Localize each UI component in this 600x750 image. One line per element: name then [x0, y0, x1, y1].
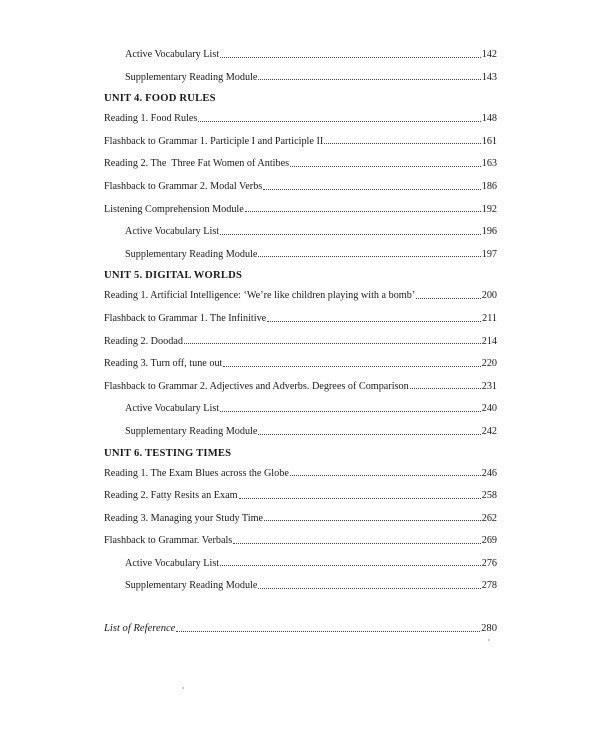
toc-entry — [104, 485, 497, 508]
dot-leader — [198, 120, 480, 122]
toc-entry — [104, 398, 497, 421]
toc-entry — [104, 153, 497, 176]
dot-leader — [258, 255, 480, 257]
toc-entry — [104, 353, 497, 376]
toc-entry-title: Flashback to Grammar 1. The Infinitive — [104, 312, 267, 324]
toc-entry-page: 196 — [481, 226, 497, 238]
dot-leader — [410, 387, 481, 389]
toc-entry-title: Reading 2. Fatty Resits an Exam — [104, 490, 238, 502]
toc-entry-page: 278 — [481, 580, 497, 592]
toc-entry-title: Supplementary Reading Module — [125, 248, 258, 260]
toc-entry-reference — [104, 618, 497, 641]
toc-entry-page: 143 — [481, 71, 497, 83]
toc-entry — [104, 108, 497, 131]
toc-entry — [104, 575, 497, 598]
dot-leader — [239, 497, 481, 499]
dot-leader — [220, 233, 481, 235]
toc-entry-page: 269 — [481, 535, 497, 547]
toc-entry-title: Active Vocabulary List — [125, 403, 220, 415]
toc-entry-page: 211 — [482, 312, 497, 324]
toc-entry-title: Reading 1. The Exam Blues across the Globe — [104, 467, 289, 479]
unit-section — [104, 89, 497, 266]
toc-entry-title: Active Vocabulary List — [125, 49, 220, 60]
toc-entry — [104, 508, 497, 531]
dot-leader — [220, 56, 481, 58]
toc-entry — [104, 376, 497, 399]
toc-entry-title: Reading 3. Turn off, tune out — [104, 358, 223, 370]
toc-entry — [104, 176, 497, 199]
dot-leader — [233, 542, 480, 544]
toc-entry-title: Listening Comprehension Module — [104, 203, 244, 215]
toc-entry-title: Flashback to Grammar 2. Modal Verbs — [104, 180, 263, 192]
toc-entry — [104, 44, 497, 67]
dot-leader — [245, 210, 481, 212]
scan-speck — [488, 639, 490, 641]
toc-entry-page: 220 — [481, 358, 497, 370]
toc-entry — [104, 285, 497, 308]
toc-entry-page: 262 — [481, 512, 497, 524]
toc-entry-title: Supplementary Reading Module — [125, 71, 258, 83]
unit-heading: UNIT 6. TESTING TIMES — [104, 447, 232, 459]
dot-leader — [176, 630, 480, 632]
toc-entry-title: Supplementary Reading Module — [125, 425, 258, 437]
toc-entry-page: 258 — [481, 490, 497, 502]
toc-entry-page: 142 — [481, 49, 497, 60]
toc-entry-page: 200 — [481, 290, 497, 302]
toc-entry-page: 246 — [481, 467, 497, 479]
toc-entry — [104, 221, 497, 244]
dot-leader — [416, 297, 481, 299]
toc-entry — [104, 131, 497, 154]
toc-entry — [104, 421, 497, 444]
toc-entry-page: 231 — [481, 380, 497, 392]
toc-entry-title: Flashback to Grammar. Verbals — [104, 535, 233, 547]
toc-entry-title: Reading 2. The Three Fat Women of Antibes — [104, 158, 290, 170]
dot-leader — [223, 365, 480, 367]
toc-entry-title: List of Reference — [104, 623, 176, 635]
toc-entry — [104, 67, 497, 90]
toc-entry-title: Active Vocabulary List — [125, 226, 220, 238]
toc-entry-title: Flashback to Grammar 1. Participle I and Participle II — [104, 135, 324, 147]
toc-entry-page: 242 — [481, 425, 497, 437]
toc-entry-page: 240 — [481, 403, 497, 415]
dot-leader — [290, 474, 481, 476]
toc-entry-title: Flashback to Grammar 2. Adjectives and Adverbs. Degrees of Comparison — [104, 380, 409, 392]
dot-leader — [184, 342, 481, 344]
toc-entry-page: 192 — [481, 203, 497, 215]
dot-leader — [258, 78, 480, 80]
unit-heading: UNIT 5. DIGITAL WORLDS — [104, 270, 243, 282]
toc-entry — [104, 331, 497, 354]
toc-entry-page: 186 — [481, 180, 497, 192]
toc-entry-title: Reading 3. Managing your Study Time — [104, 512, 264, 524]
dot-leader — [220, 564, 481, 566]
toc-entry-page: 197 — [481, 248, 497, 260]
toc-entry — [104, 553, 497, 576]
toc-entry-page: 280 — [481, 623, 497, 635]
toc-entry — [104, 308, 497, 331]
toc-top-entries — [104, 44, 497, 89]
toc-entry-page: 163 — [481, 158, 497, 170]
toc-entry-title: Active Vocabulary List — [125, 557, 220, 569]
dot-leader — [263, 188, 480, 190]
toc-entry — [104, 244, 497, 267]
table-of-contents — [104, 44, 497, 641]
dot-leader — [258, 433, 480, 435]
toc-entry-title: Reading 1. Artificial Intelligence: ‘We’re like children playing with a bomb’ — [104, 290, 416, 302]
toc-entry-title: Reading 1. Food Rules — [104, 113, 198, 125]
dot-leader — [264, 519, 481, 521]
toc-entry-page: 276 — [481, 557, 497, 569]
toc-entry — [104, 199, 497, 222]
unit-heading: UNIT 4. FOOD RULES — [104, 93, 216, 105]
dot-leader — [324, 142, 480, 144]
toc-entry-page: 148 — [481, 113, 497, 125]
unit-section — [104, 266, 497, 443]
toc-entry-page: 161 — [481, 135, 497, 147]
toc-entry — [104, 463, 497, 486]
toc-entry-page: 214 — [481, 335, 497, 347]
toc-entry-title: Supplementary Reading Module — [125, 580, 258, 592]
toc-entry-title: Reading 2. Doodad — [104, 335, 183, 347]
dot-leader — [290, 165, 481, 167]
toc-entry — [104, 530, 497, 553]
unit-section — [104, 444, 497, 599]
dot-leader — [258, 587, 480, 589]
dot-leader — [267, 320, 481, 322]
dot-leader — [220, 410, 481, 412]
scan-speck — [182, 687, 184, 689]
